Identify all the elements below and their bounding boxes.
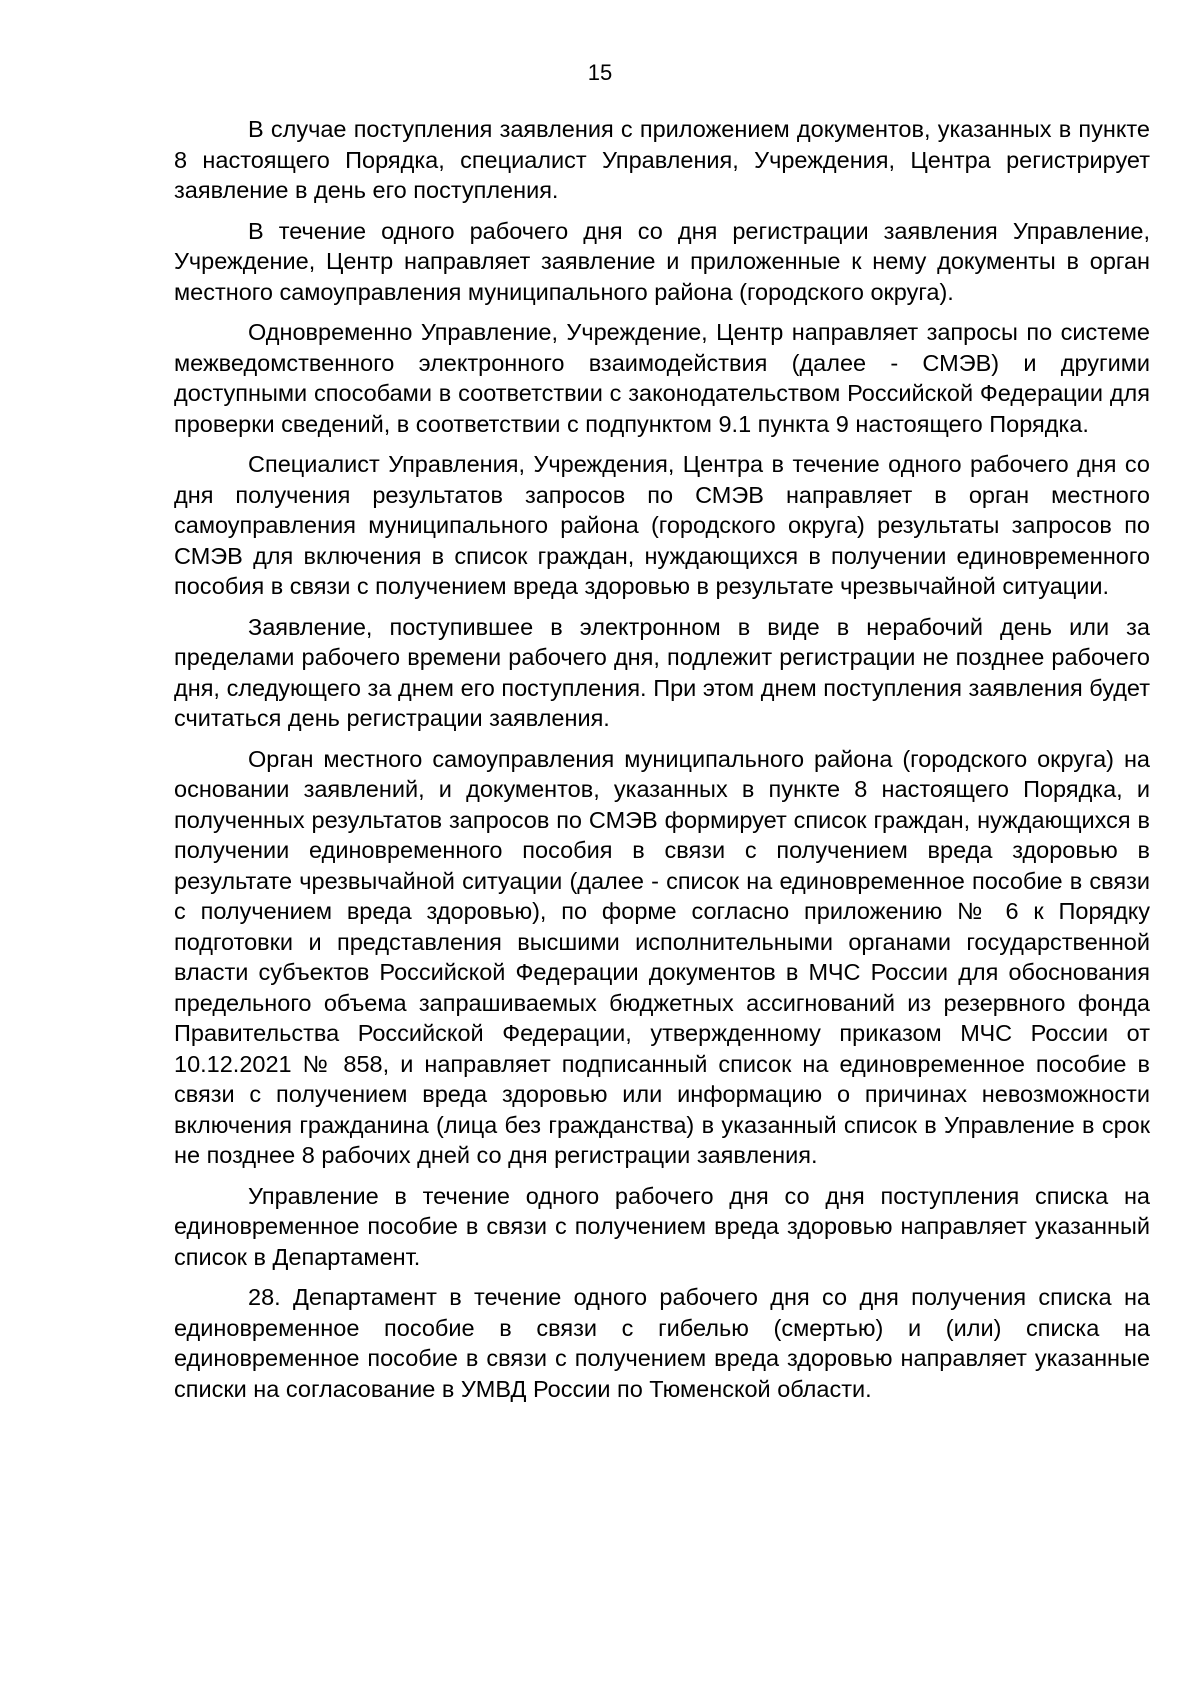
paragraph-list-to-department: Управление в течение одного рабочего дня со дня поступления списка на единовременное пособие в связи с получением вреда здоровью направляет указанный список в Департамент.	[174, 1182, 1150, 1270]
paragraph-list-formation: Орган местного самоуправления муниципального района (городского округа) на основании заявлений, и документов, указанных в пункте 8 настоящего Порядка, и полученных результатов запросов по СМЭВ формирует список граждан, нуждающихся в получении единовременного пособия в связи с получением вреда здоровью в результате чрезвычайной ситуации (далее - список на единовременное пособие в связи с получением вреда здоровью), по форме согласно приложению № 6 к Порядку подготовки и представления высшими исполнительными органами государственной власти субъектов Российской Федерации документов в МЧС России для обоснования предельного объема запрашиваемых бюджетных ассигнований из резервного фонда Правительства Российской Федерации, утвержденному приказом МЧС России от 10.12.2021 № 858, и направляет подписанный список на единовременное пособие в связи с получением вреда здоровью или информацию о причинах невозможности включения гражданина (лица без гражданства) в указанный список в Управление в срок не позднее 8 рабочих дней со дня регистрации заявления.	[174, 745, 1150, 1168]
paragraph-item-28: 28. Департамент в течение одного рабочего дня со дня получения списка на единовременное пособие в связи с гибелью (смертью) и (или) списка на единовременное пособие в связи с получением вреда здоровью направляет указанные списки на согласование в УМВД России по Тюменской области.	[174, 1284, 1150, 1402]
paragraph-smev-results: Специалист Управления, Учреждения, Центра в течение одного рабочего дня со дня получения результатов запросов по СМЭВ направляет в орган местного самоуправления муниципального района (городского округа) результаты запросов по СМЭВ для включения в список граждан, нуждающихся в получении единовременного пособия в связи с получением вреда здоровью в результате чрезвычайной ситуации.	[174, 451, 1150, 599]
paragraph-forwarding: В течение одного рабочего дня со дня регистрации заявления Управление, Учреждение, Центр направляет заявление и приложенные к нему документы в орган местного самоуправления муниципального района (городского округа).	[174, 217, 1150, 305]
page-number: 15	[587, 60, 613, 85]
paragraph-non-working-day: Заявление, поступившее в электронном в виде в нерабочий день или за пределами рабочего времени рабочего дня, подлежит регистрации не позднее рабочего дня, следующего за днем его поступления. При этом днем поступления заявления будет считаться день регистрации заявления.	[174, 613, 1150, 731]
paragraph-smev-requests: Одновременно Управление, Учреждение, Центр направляет запросы по системе межведомственного электронного взаимодействия (далее - СМЭВ) и другими доступными способами в соответствии с законодательством Российской Федерации для проверки сведений, в соответствии с подпунктом 9.1 пункта 9 настоящего Порядка.	[174, 319, 1150, 437]
paragraph-registration: В случае поступления заявления с приложением документов, указанных в пункте 8 настоящего Порядка, специалист Управления, Учреждения, Центра регистрирует заявление в день его поступления.	[174, 116, 1150, 203]
document-body	[174, 114, 1150, 1414]
